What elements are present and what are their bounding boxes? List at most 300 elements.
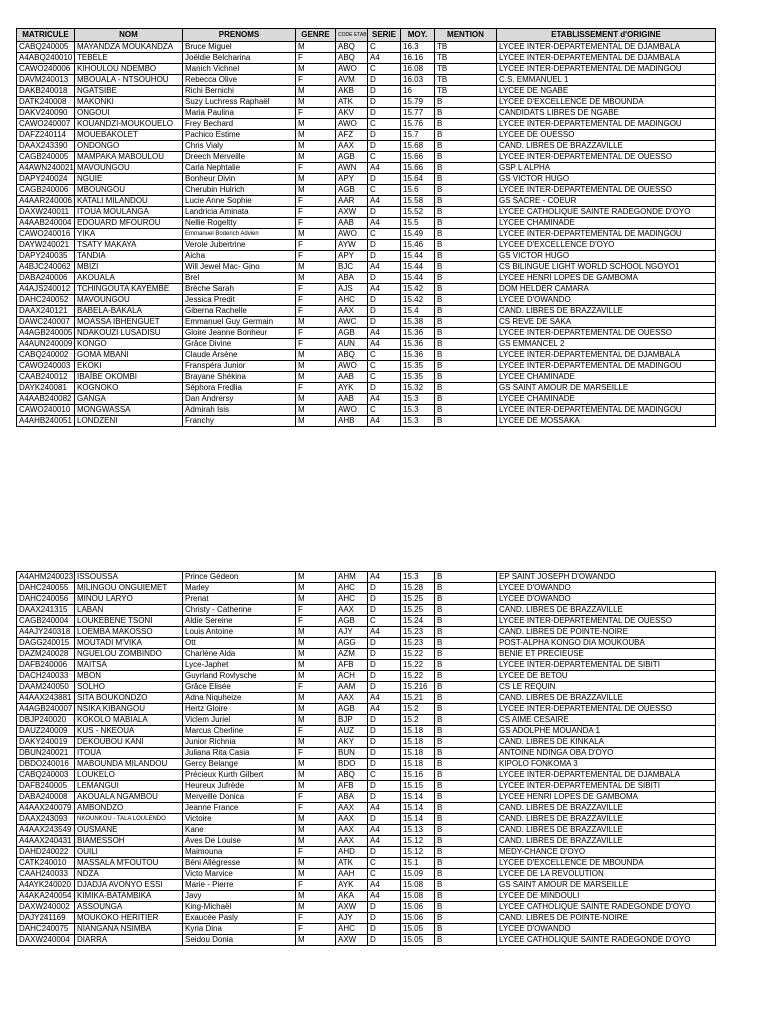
table-row: [17, 141, 716, 152]
cell-nom: LONDZENI: [75, 416, 183, 427]
cell-moyenne: 15.42: [401, 295, 435, 306]
cell-genre: M: [296, 174, 336, 185]
cell-serie: C: [368, 858, 401, 869]
cell-moyenne: 15.06: [401, 902, 435, 913]
cell-prenoms: Merveille Donica: [183, 792, 296, 803]
cell-mention: B: [435, 273, 497, 284]
table-row: [17, 891, 716, 902]
cell-nom: EKOKI: [75, 361, 183, 372]
cell-mention: B: [435, 350, 497, 361]
cell-genre: M: [296, 141, 336, 152]
cell-code-etab: AYK: [336, 383, 368, 394]
cell-moyenne: 15.12: [401, 836, 435, 847]
cell-moyenne: 15.1: [401, 858, 435, 869]
cell-genre: M: [296, 693, 336, 704]
cell-genre: M: [296, 583, 336, 594]
cell-prenoms: Prenat: [183, 594, 296, 605]
cell-nom: MINOU LARYO: [75, 594, 183, 605]
cell-etablissement: LYCEE D'OWANDO: [497, 295, 716, 306]
cell-serie: D: [368, 748, 401, 759]
table-row: [17, 306, 716, 317]
cell-mention: B: [435, 185, 497, 196]
cell-genre: M: [296, 671, 336, 682]
cell-prenoms: Lucie Anne Sophie: [183, 196, 296, 207]
cell-nom: KOGNOKO: [75, 383, 183, 394]
table-row: [17, 75, 716, 86]
cell-etablissement: LYCEE INTER-DEPARTEMENTAL DE DJAMBALA: [497, 770, 716, 781]
cell-genre: M: [296, 660, 336, 671]
cell-etablissement: LYCEE INTER-DEPARTEMENTAL DE MADINGOU: [497, 119, 716, 130]
cell-mention: B: [435, 814, 497, 825]
cell-etablissement: LYCEE CATHOLIQUE SAINTE RADEGONDE D'OYO: [497, 207, 716, 218]
cell-matricule: DAYW240021: [17, 240, 75, 251]
cell-serie: A4: [368, 627, 401, 638]
cell-genre: F: [296, 240, 336, 251]
cell-etablissement: LYCEE INTER-DEPARTEMENTAL DE SIBITI: [497, 660, 716, 671]
cell-code-etab: AXW: [336, 902, 368, 913]
cell-moyenne: 16.16: [401, 53, 435, 64]
cell-mention: B: [435, 284, 497, 295]
cell-code-etab: AAX: [336, 825, 368, 836]
cell-mention: B: [435, 616, 497, 627]
cell-mention: B: [435, 803, 497, 814]
cell-prenoms: Dreech Merveille: [183, 152, 296, 163]
cell-prenoms: Brayane Shékina: [183, 372, 296, 383]
cell-mention: B: [435, 671, 497, 682]
cell-etablissement: ANTOINE NDINGA OBA D'OYO: [497, 748, 716, 759]
cell-matricule: CABQ240002: [17, 350, 75, 361]
table-row: [17, 847, 716, 858]
cell-matricule: DAVM240013: [17, 75, 75, 86]
cell-matricule: DAYK240081: [17, 383, 75, 394]
cell-prenoms: Brel: [183, 273, 296, 284]
cell-matricule: CAWO240003: [17, 361, 75, 372]
cell-moyenne: 15.38: [401, 317, 435, 328]
table-row: [17, 64, 716, 75]
cell-serie: A4: [368, 328, 401, 339]
cell-genre: M: [296, 891, 336, 902]
cell-prenoms: Christy - Catherine: [183, 605, 296, 616]
cell-moyenne: 15.13: [401, 825, 435, 836]
cell-matricule: CATK240010: [17, 858, 75, 869]
cell-etablissement: LYCEE INTER-DEPARTEMENTAL DE DJAMBALA: [497, 53, 716, 64]
cell-serie: C: [368, 869, 401, 880]
cell-mention: B: [435, 361, 497, 372]
cell-nom: DJADJA AVONYO ESSI: [75, 880, 183, 891]
cell-mention: B: [435, 781, 497, 792]
table-row: [17, 229, 716, 240]
cell-genre: F: [296, 53, 336, 64]
cell-etablissement: LYCEE INTER-DEPARTEMENTAL DE MADINGOU: [497, 64, 716, 75]
cell-nom: ISSOUSSA: [75, 572, 183, 583]
cell-prenoms: Guyrland Rovlysche: [183, 671, 296, 682]
cell-prenoms: Ott: [183, 638, 296, 649]
cell-moyenne: 15.68: [401, 141, 435, 152]
cell-mention: B: [435, 715, 497, 726]
cell-nom: KOUANDZI-MOUKOUELO: [75, 119, 183, 130]
cell-code-etab: BJP: [336, 715, 368, 726]
cell-matricule: A4AYK240020: [17, 880, 75, 891]
cell-matricule: DAXW240004: [17, 935, 75, 946]
cell-genre: F: [296, 295, 336, 306]
cell-matricule: DAXW240011: [17, 207, 75, 218]
cell-code-etab: ABQ: [336, 770, 368, 781]
table-row: [17, 196, 716, 207]
cell-mention: TB: [435, 64, 497, 75]
cell-prenoms: Gercy Belange: [183, 759, 296, 770]
cell-etablissement: CAND. LIBRES DE BRAZZAVILLE: [497, 141, 716, 152]
cell-etablissement: KIPOLO FONKOMA 3: [497, 759, 716, 770]
cell-code-etab: AAX: [336, 836, 368, 847]
cell-genre: M: [296, 394, 336, 405]
cell-serie: A4: [368, 572, 401, 583]
cell-serie: A4: [368, 196, 401, 207]
cell-mention: B: [435, 207, 497, 218]
cell-nom: OUILI: [75, 847, 183, 858]
cell-serie: A4: [368, 218, 401, 229]
cell-prenoms: Séphora Fredlia: [183, 383, 296, 394]
table-row: [17, 759, 716, 770]
cell-genre: F: [296, 218, 336, 229]
cell-prenoms: Viclem Juriel: [183, 715, 296, 726]
cell-nom: KONGO: [75, 339, 183, 350]
cell-nom: NKOUNKOU - TALA LOULENDO: [75, 814, 183, 825]
table-row: [17, 726, 716, 737]
cell-genre: M: [296, 361, 336, 372]
cell-genre: M: [296, 814, 336, 825]
cell-matricule: CABQ240005: [17, 42, 75, 53]
cell-etablissement: LYCEE DE BETOU: [497, 671, 716, 682]
cell-matricule: A4BJC240062: [17, 262, 75, 273]
cell-nom: LOUKELO: [75, 770, 183, 781]
cell-code-etab: AGB: [336, 328, 368, 339]
cell-mention: B: [435, 295, 497, 306]
cell-matricule: CAGB240004: [17, 616, 75, 627]
table-row: [17, 935, 716, 946]
cell-prenoms: Marie - Pierre: [183, 880, 296, 891]
cell-serie: C: [368, 185, 401, 196]
cell-serie: D: [368, 924, 401, 935]
cell-matricule: A4AAX243549: [17, 825, 75, 836]
cell-moyenne: 15.05: [401, 924, 435, 935]
table-row: [17, 317, 716, 328]
cell-serie: D: [368, 317, 401, 328]
cell-prenoms: Aicha: [183, 251, 296, 262]
cell-etablissement: C.S. EMMANUEL 1: [497, 75, 716, 86]
cell-moyenne: 15.3: [401, 416, 435, 427]
cell-matricule: CAWO240006: [17, 64, 75, 75]
cell-serie: A4: [368, 53, 401, 64]
cell-serie: D: [368, 737, 401, 748]
cell-nom: EDOUARD MFOUROU: [75, 218, 183, 229]
cell-matricule: DAZM240028: [17, 649, 75, 660]
cell-serie: D: [368, 240, 401, 251]
cell-etablissement: LYCEE D'OWANDO: [497, 583, 716, 594]
cell-prenoms: Giberna Rachelle: [183, 306, 296, 317]
cell-nom: LABAN: [75, 605, 183, 616]
cell-nom: MILINGOU ONGUIEMET: [75, 583, 183, 594]
cell-nom: DEKOUBOU KANI: [75, 737, 183, 748]
cell-serie: A4: [368, 693, 401, 704]
cell-mention: B: [435, 825, 497, 836]
cell-etablissement: GSP L ALPHA: [497, 163, 716, 174]
cell-serie: D: [368, 715, 401, 726]
cell-code-etab: AKA: [336, 891, 368, 902]
table-row: [17, 218, 716, 229]
cell-nom: MBON: [75, 671, 183, 682]
cell-matricule: DBDO240016: [17, 759, 75, 770]
cell-serie: D: [368, 649, 401, 660]
cell-serie: A4: [368, 339, 401, 350]
header-matricule: MATRICULE: [17, 29, 75, 42]
cell-code-etab: AWO: [336, 405, 368, 416]
cell-mention: B: [435, 605, 497, 616]
cell-code-etab: AAX: [336, 814, 368, 825]
cell-mention: B: [435, 119, 497, 130]
cell-mention: B: [435, 218, 497, 229]
cell-genre: F: [296, 847, 336, 858]
cell-matricule: DAAM240050: [17, 682, 75, 693]
cell-prenoms: Béni Allégresse: [183, 858, 296, 869]
cell-nom: NGATSIBE: [75, 86, 183, 97]
cell-etablissement: LYCEE HENRI LOPES DE GAMBOMA: [497, 273, 716, 284]
cell-mention: B: [435, 924, 497, 935]
cell-moyenne: 15.216: [401, 682, 435, 693]
cell-nom: AMBONDZO: [75, 803, 183, 814]
cell-mention: B: [435, 594, 497, 605]
cell-prenoms: Carla Nephtalie: [183, 163, 296, 174]
cell-code-etab: AKV: [336, 108, 368, 119]
table-row: [17, 185, 716, 196]
cell-nom: AKOUALA: [75, 273, 183, 284]
cell-moyenne: 15.14: [401, 792, 435, 803]
cell-mention: B: [435, 141, 497, 152]
cell-nom: MAVOUNGOU: [75, 163, 183, 174]
cell-etablissement: LYCEE INTER-DEPARTEMENTAL DE OUESSO: [497, 704, 716, 715]
cell-matricule: A4ABQ240010: [17, 53, 75, 64]
cell-code-etab: AGB: [336, 616, 368, 627]
cell-matricule: DAAX241315: [17, 605, 75, 616]
cell-mention: B: [435, 229, 497, 240]
cell-mention: B: [435, 693, 497, 704]
cell-etablissement: LYCEE INTER-DEPARTEMENTAL DE MADINGOU: [497, 361, 716, 372]
cell-code-etab: APY: [336, 174, 368, 185]
cell-prenoms: Suzy Luchress Raphaël: [183, 97, 296, 108]
cell-serie: D: [368, 660, 401, 671]
table-row: [17, 737, 716, 748]
cell-etablissement: POST-ALPHA KONGO DIA MOUKOUBA: [497, 638, 716, 649]
cell-nom: DIARRA: [75, 935, 183, 946]
cell-code-etab: ABQ: [336, 53, 368, 64]
cell-moyenne: 15.36: [401, 350, 435, 361]
cell-etablissement: CS REVE DE SAKA: [497, 317, 716, 328]
cell-matricule: DAPY240035: [17, 251, 75, 262]
cell-serie: D: [368, 108, 401, 119]
cell-code-etab: AAX: [336, 306, 368, 317]
cell-prenoms: Hertz Gloire: [183, 704, 296, 715]
table-row: [17, 207, 716, 218]
table-row: [17, 372, 716, 383]
cell-moyenne: 15.36: [401, 328, 435, 339]
table-row: [17, 770, 716, 781]
cell-code-etab: AJY: [336, 913, 368, 924]
cell-etablissement: CAND. LIBRES DE POINTE-NOIRE: [497, 913, 716, 924]
cell-serie: D: [368, 726, 401, 737]
cell-serie: D: [368, 295, 401, 306]
cell-etablissement: MEDY-CHANCE D'OYO: [497, 847, 716, 858]
table-row: [17, 572, 716, 583]
cell-code-etab: ABA: [336, 273, 368, 284]
cell-prenoms: Maria Paulina: [183, 108, 296, 119]
cell-prenoms: Junior Richnia: [183, 737, 296, 748]
table-row: [17, 383, 716, 394]
table-row: [17, 350, 716, 361]
table-row: [17, 394, 716, 405]
cell-prenoms: Nellie Rogeltty: [183, 218, 296, 229]
cell-moyenne: 15.18: [401, 737, 435, 748]
cell-matricule: DAHC240075: [17, 924, 75, 935]
cell-genre: M: [296, 869, 336, 880]
cell-matricule: A4AAB240082: [17, 394, 75, 405]
cell-matricule: A4AHM240023: [17, 572, 75, 583]
cell-serie: D: [368, 75, 401, 86]
cell-code-etab: AAX: [336, 693, 368, 704]
cell-serie: A4: [368, 394, 401, 405]
cell-moyenne: 15.21: [401, 693, 435, 704]
table-row: [17, 361, 716, 372]
cell-genre: M: [296, 737, 336, 748]
cell-mention: B: [435, 847, 497, 858]
cell-prenoms: Victoire: [183, 814, 296, 825]
cell-moyenne: 15.22: [401, 649, 435, 660]
cell-moyenne: 15.49: [401, 229, 435, 240]
cell-moyenne: 16: [401, 86, 435, 97]
cell-matricule: DAFZ240114: [17, 130, 75, 141]
cell-genre: M: [296, 770, 336, 781]
cell-moyenne: 15.05: [401, 935, 435, 946]
table-row: [17, 902, 716, 913]
table-row: [17, 605, 716, 616]
table-row: [17, 913, 716, 924]
cell-mention: B: [435, 891, 497, 902]
cell-nom: NGUELOU ZOMBINDO: [75, 649, 183, 660]
cell-mention: B: [435, 759, 497, 770]
cell-code-etab: ABA: [336, 792, 368, 803]
cell-mention: B: [435, 836, 497, 847]
table-row: [17, 781, 716, 792]
cell-etablissement: LYCEE D'OWANDO: [497, 924, 716, 935]
cell-code-etab: AVM: [336, 75, 368, 86]
cell-serie: D: [368, 141, 401, 152]
table-row: [17, 858, 716, 869]
cell-prenoms: King-Michaël: [183, 902, 296, 913]
cell-serie: C: [368, 350, 401, 361]
cell-etablissement: CS AIME CESAIRE: [497, 715, 716, 726]
cell-mention: B: [435, 163, 497, 174]
cell-moyenne: 15.66: [401, 163, 435, 174]
cell-moyenne: 16.08: [401, 64, 435, 75]
cell-nom: MABOUNDA MILANDOU: [75, 759, 183, 770]
cell-genre: F: [296, 880, 336, 891]
header-serie: SERIE: [368, 29, 401, 42]
cell-serie: D: [368, 174, 401, 185]
cell-moyenne: 15.25: [401, 605, 435, 616]
cell-moyenne: 15.36: [401, 339, 435, 350]
cell-nom: MBIZI: [75, 262, 183, 273]
cell-nom: MAMPAKA MABOULOU: [75, 152, 183, 163]
cell-serie: A4: [368, 416, 401, 427]
cell-nom: LOUKEBENE TSONI: [75, 616, 183, 627]
cell-moyenne: 15.18: [401, 759, 435, 770]
cell-genre: F: [296, 196, 336, 207]
cell-etablissement: LYCEE DE MINDOULI: [497, 891, 716, 902]
header-row: [17, 29, 716, 42]
header-prenoms: PRENOMS: [183, 29, 296, 42]
cell-matricule: DAKY240019: [17, 737, 75, 748]
table-row: [17, 405, 716, 416]
table-row: [17, 152, 716, 163]
cell-genre: F: [296, 605, 336, 616]
cell-code-etab: AKB: [336, 86, 368, 97]
cell-matricule: DACH240033: [17, 671, 75, 682]
cell-mention: B: [435, 416, 497, 427]
cell-code-etab: AGB: [336, 704, 368, 715]
cell-matricule: A4AUN240009: [17, 339, 75, 350]
cell-moyenne: 15.44: [401, 273, 435, 284]
cell-nom: KIMIKA-BATAMBIKA: [75, 891, 183, 902]
cell-prenoms: Adna Niquheize: [183, 693, 296, 704]
cell-serie: D: [368, 847, 401, 858]
cell-code-etab: AWO: [336, 229, 368, 240]
cell-moyenne: 15.77: [401, 108, 435, 119]
cell-genre: M: [296, 262, 336, 273]
cell-prenoms: Brèche Sarah: [183, 284, 296, 295]
table-row: [17, 284, 716, 295]
cell-matricule: DAAX240121: [17, 306, 75, 317]
cell-code-etab: AWO: [336, 64, 368, 75]
table-row: [17, 748, 716, 759]
cell-prenoms: Emmanuel Guy Germain: [183, 317, 296, 328]
cell-prenoms: Victo Marvice: [183, 869, 296, 880]
cell-serie: A4: [368, 284, 401, 295]
cell-serie: D: [368, 902, 401, 913]
cell-mention: B: [435, 682, 497, 693]
cell-mention: B: [435, 869, 497, 880]
table-row: [17, 869, 716, 880]
cell-prenoms: Maimouna: [183, 847, 296, 858]
cell-prenoms: Juliana Rita Casia: [183, 748, 296, 759]
cell-genre: M: [296, 759, 336, 770]
cell-matricule: DAHC240056: [17, 594, 75, 605]
cell-serie: D: [368, 671, 401, 682]
cell-moyenne: 15.5: [401, 218, 435, 229]
cell-prenoms: Aldie Sereine: [183, 616, 296, 627]
cell-etablissement: GS SAINT AMOUR DE MARSEILLE: [497, 383, 716, 394]
cell-prenoms: Kane: [183, 825, 296, 836]
table-row: [17, 53, 716, 64]
table-row: [17, 682, 716, 693]
cell-code-etab: ACH: [336, 671, 368, 682]
cell-nom: GOMA MBANI: [75, 350, 183, 361]
cell-serie: D: [368, 682, 401, 693]
cell-etablissement: CAND. LIBRES DE KINKALA: [497, 737, 716, 748]
cell-nom: ASSOUNGA: [75, 902, 183, 913]
cell-matricule: DAPY240024: [17, 174, 75, 185]
cell-etablissement: CANDIDATS LIBRES DE NGABE: [497, 108, 716, 119]
cell-mention: B: [435, 240, 497, 251]
cell-prenoms: Grâce Divine: [183, 339, 296, 350]
cell-nom: MAVOUNGOU: [75, 295, 183, 306]
